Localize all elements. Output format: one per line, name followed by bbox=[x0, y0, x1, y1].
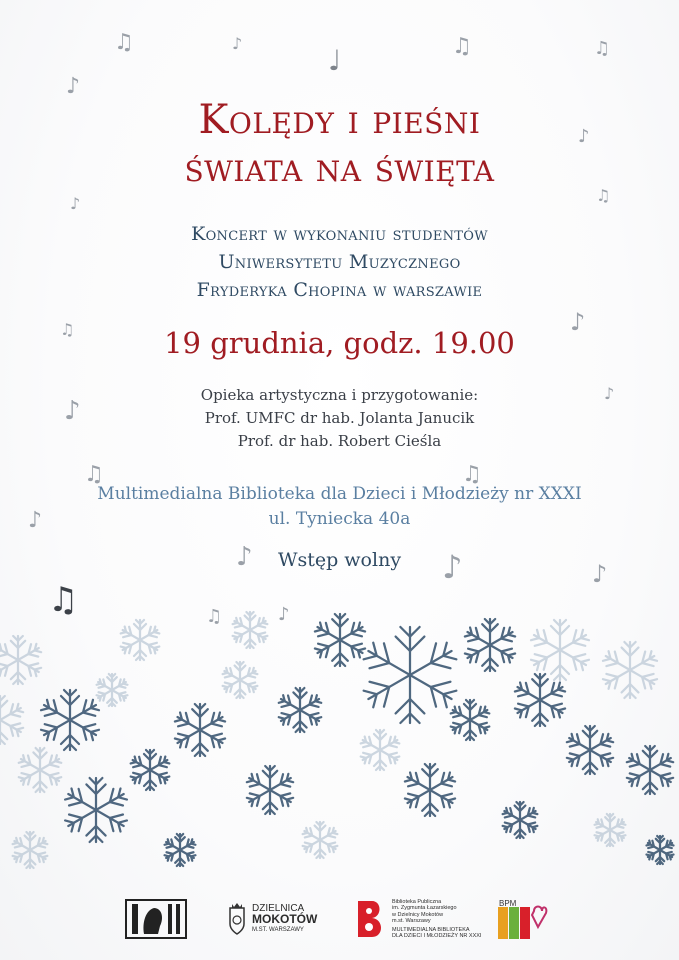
music-note-icon: ♫ bbox=[114, 30, 134, 55]
bpm-letters: BPM bbox=[499, 899, 517, 908]
snowflake-icon bbox=[40, 690, 101, 750]
sponsor-logos bbox=[0, 890, 679, 950]
title-line-2: świata na święta bbox=[184, 145, 495, 191]
snowflake-icon bbox=[222, 662, 259, 698]
music-note-icon: ♪ bbox=[236, 542, 253, 572]
music-note-icon: ♫ bbox=[48, 580, 79, 620]
music-note-icon: ♪ bbox=[278, 604, 290, 625]
snowflake-icon bbox=[63, 778, 128, 842]
concert-title bbox=[0, 96, 679, 192]
music-note-icon: ♪ bbox=[442, 548, 463, 586]
snowflake-icon bbox=[360, 730, 401, 770]
snowflake-icon bbox=[502, 802, 539, 838]
snowflake-icon bbox=[514, 674, 567, 726]
snowflake-icon bbox=[12, 832, 49, 868]
venue-line-2: ul. Tyniecka 40a bbox=[268, 509, 411, 529]
snowflake-icon bbox=[302, 822, 339, 858]
snowflake-icon bbox=[246, 766, 295, 814]
music-note-icon: ♫ bbox=[206, 606, 223, 627]
bpm-logo-icon bbox=[496, 897, 548, 941]
snowflake-icon bbox=[164, 834, 197, 866]
snowflake-icon bbox=[450, 700, 491, 740]
snowflake-icon bbox=[232, 612, 269, 648]
snowflake-icon bbox=[120, 620, 161, 660]
subtitle-line-2: Uniwersytetu Muzycznego bbox=[218, 251, 461, 273]
snowflake-icon bbox=[278, 688, 323, 732]
music-note-icon: ♪ bbox=[604, 384, 615, 403]
subtitle-line-3: Fryderyka Chopina w warszawie bbox=[196, 279, 483, 301]
title-line-1: Kolędy i pieśni bbox=[198, 97, 481, 143]
snowflake-icon bbox=[18, 748, 63, 792]
music-note-icon: ♫ bbox=[452, 34, 472, 59]
music-note-icon: ♫ bbox=[84, 462, 104, 487]
snowflake-icon bbox=[646, 836, 674, 864]
music-note-icon: ♫ bbox=[594, 38, 611, 59]
library-b-logo-icon bbox=[354, 899, 388, 939]
logo-bpm bbox=[496, 896, 548, 942]
venue-line-1: Multimedialna Biblioteka dla Dzieci i Młodzieży nr XXXI bbox=[97, 484, 582, 504]
music-note-icon: ♪ bbox=[592, 560, 608, 588]
music-note-icon: ♪ bbox=[578, 126, 590, 147]
credits-line-2: Prof. UMFC dr hab. Jolanta Janucik bbox=[204, 409, 475, 427]
music-note-icon: ♪ bbox=[232, 34, 243, 53]
library-text-line-5: MULTIMEDIALNA BIBLIOTEKA bbox=[392, 926, 470, 933]
free-entry-note: Wstęp wolny bbox=[277, 549, 402, 571]
umfc-logo-icon bbox=[124, 896, 188, 942]
snowflake-icon bbox=[96, 674, 129, 706]
warsaw-crest-icon bbox=[226, 902, 248, 936]
concert-date: 19 grudnia, godz. 19.00 bbox=[164, 326, 515, 360]
snowflakes-decoration bbox=[0, 600, 679, 880]
snowflake-icon bbox=[314, 614, 367, 666]
snowflake-icon bbox=[464, 619, 517, 671]
library-text-line-4: m.st. Warszawy bbox=[392, 918, 431, 924]
snowflake-icon bbox=[174, 704, 227, 756]
library-text-line-3: w Dzielnicy Mokotów bbox=[392, 911, 444, 918]
subtitle-line-1: Koncert w wykonaniu studentów bbox=[191, 223, 488, 245]
library-text-line-6: DLA DZIECI I MŁODZIEŻY NR XXXI bbox=[392, 933, 482, 939]
music-note-icon: ♪ bbox=[70, 194, 81, 213]
snowflake-icon bbox=[530, 620, 591, 680]
snowflake-icon bbox=[130, 750, 171, 790]
music-note-icon: ♫ bbox=[60, 320, 75, 339]
music-note-icon: ♪ bbox=[570, 308, 586, 336]
snowflake-icon bbox=[594, 814, 627, 846]
snowflake-icon bbox=[626, 746, 675, 794]
music-note-icon: ♫ bbox=[596, 186, 611, 205]
library-text-line-2: im. Zygmunta Łazarskiego bbox=[392, 905, 457, 911]
music-note-icon: ♪ bbox=[64, 396, 81, 426]
venue-address bbox=[0, 482, 679, 532]
music-note-icon: ♩ bbox=[328, 44, 342, 77]
warszawy-text: M.ST. WARSZAWY bbox=[252, 926, 304, 933]
logo-umfc bbox=[124, 896, 188, 942]
credits-line-3: Prof. dr hab. Robert Cieśla bbox=[237, 432, 442, 450]
snowflake-icon bbox=[602, 642, 659, 698]
credits-line-1: Opieka artystyczna i przygotowanie: bbox=[200, 386, 479, 404]
snowflake-icon bbox=[0, 636, 42, 684]
music-note-icon: ♫ bbox=[462, 462, 482, 487]
music-note-icon: ♪ bbox=[66, 74, 81, 99]
snowflake-icon bbox=[566, 726, 615, 774]
snowflake-icon bbox=[404, 764, 457, 816]
concert-subtitle bbox=[0, 220, 679, 304]
logo-dzielnica-mokotow bbox=[226, 896, 317, 942]
logo-biblioteka-publiczna bbox=[354, 896, 481, 942]
mokotow-text: MOKOTÓW bbox=[252, 911, 318, 926]
dzielnica-text: DZIELNICA bbox=[252, 902, 305, 914]
library-text-line-1: Biblioteka Publiczna bbox=[392, 898, 442, 905]
artistic-credits bbox=[0, 384, 679, 453]
music-note-icon: ♪ bbox=[28, 508, 43, 533]
snowflake-icon bbox=[361, 627, 459, 723]
snowflake-icon bbox=[0, 696, 24, 744]
